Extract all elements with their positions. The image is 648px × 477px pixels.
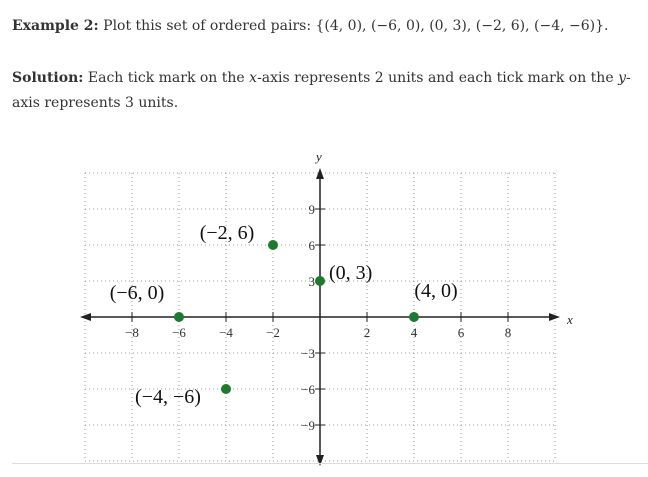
solution-text-2: -axis represents 2 units and each tick mark on the: [257, 70, 619, 86]
data-point: [409, 312, 419, 322]
axes: [80, 149, 573, 466]
solution-text-1: Each tick mark on the: [87, 70, 250, 86]
plotted-points: [110, 222, 458, 408]
y-tick-label: 9: [308, 202, 315, 217]
x-tick-label: 6: [457, 325, 465, 340]
y-tick-label: 3: [308, 274, 315, 289]
y-axis-label: y: [316, 149, 322, 164]
example-text: Plot this set of ordered pairs: {(4, 0), (−6, 0), (0, 3), (−2, 6), (−4, −6)}.: [103, 18, 609, 34]
y-tick-label: −6: [301, 382, 315, 397]
point-label: (0, 3): [329, 262, 373, 284]
solution-y-variable: y: [618, 70, 626, 86]
x-axis-arrow-left: [80, 313, 91, 321]
x-tick-label: 2: [363, 325, 371, 340]
y-tick-label: 6: [308, 238, 315, 253]
y-tick-label: −3: [301, 346, 315, 361]
solution-label: Solution:: [12, 70, 84, 86]
point-label: (4, 0): [414, 280, 458, 302]
y-tick-label: −9: [301, 418, 315, 433]
data-point: [315, 276, 325, 286]
point-label: (−6, 0): [109, 282, 165, 304]
data-point: [268, 240, 278, 250]
x-tick-label: −2: [266, 325, 280, 340]
data-point: [174, 312, 184, 322]
example-label: Example 2:: [12, 18, 99, 34]
x-tick-label: −6: [172, 325, 186, 340]
divider: [12, 463, 648, 464]
x-tick-label: 8: [504, 325, 512, 340]
x-tick-label: −4: [219, 325, 233, 340]
solution-text-3: -axis represents 3 units.: [12, 70, 631, 111]
x-axis-label: x: [567, 312, 573, 327]
point-label: (−2, 6): [199, 222, 255, 244]
x-axis-arrow-right: [549, 313, 560, 321]
data-point: [221, 384, 231, 394]
x-tick-label: −8: [125, 325, 139, 340]
point-label: (−4, −6): [135, 386, 201, 408]
x-tick-label: 4: [410, 325, 418, 340]
solution-x-variable: x: [249, 70, 258, 86]
